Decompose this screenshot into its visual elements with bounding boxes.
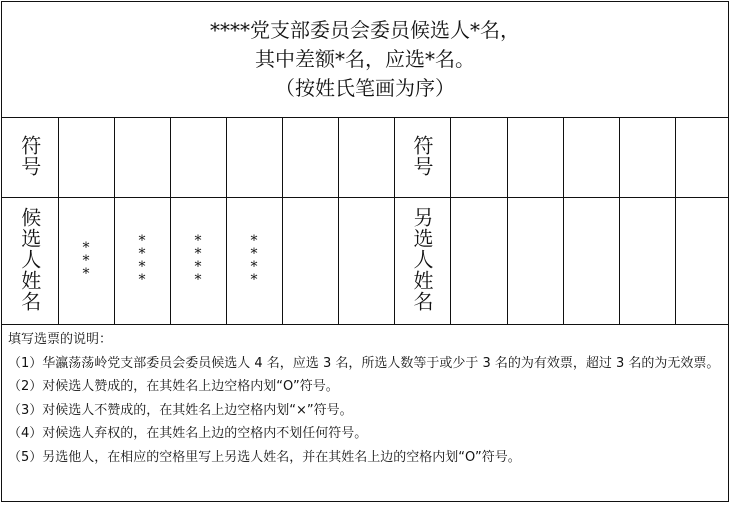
other-name-input[interactable] — [675, 198, 728, 325]
other-name-input[interactable] — [450, 198, 507, 325]
other-name-input[interactable] — [619, 198, 675, 325]
other-symbol-label-cell: 符号 — [394, 118, 450, 198]
other-vote-box[interactable] — [507, 118, 563, 198]
candidate-name: *** — [58, 198, 114, 325]
instruction-item: （2）对候选人赞成的，在其姓名上边空格内划“O”符号。 — [8, 379, 339, 394]
title-line-1: ****党支部委员会委员候选人*名， — [210, 18, 520, 42]
other-vote-box[interactable] — [563, 118, 619, 198]
candidate-name: **** — [170, 198, 226, 325]
other-name-input[interactable] — [507, 198, 563, 325]
candidate-name: **** — [114, 198, 170, 325]
vote-box[interactable] — [114, 118, 170, 198]
title-line-2: 其中差额*名，应选*名。 — [255, 47, 475, 71]
instruction-item: （4）对候选人弃权的，在其姓名上边的空格内不划任何符号。 — [8, 426, 368, 441]
ballot — [1, 1, 729, 502]
instructions — [2, 326, 728, 471]
vote-box[interactable] — [226, 118, 282, 198]
vote-box[interactable] — [170, 118, 226, 198]
vote-box[interactable] — [58, 118, 114, 198]
other-vote-box[interactable] — [450, 118, 507, 198]
other-vote-box[interactable] — [619, 118, 675, 198]
instruction-item: （1）华瀛荡荡岭党支部委员会委员候选人 4 名，应选 3 名，所选人数等于或少于 3 名的为有效票，超过 3 名的为无效票。 — [8, 355, 720, 371]
symbol-label-cell: 符号 — [2, 118, 58, 198]
instruction-item: （3）对候选人不赞成的，在其姓名上边空格内划“×”符号。 — [8, 402, 353, 418]
vote-box[interactable] — [282, 118, 338, 198]
instruction-item: （5）另选他人，在相应的空格里写上另选人姓名，并在其姓名上边的空格内划“O”符号。 — [8, 449, 521, 465]
vote-box[interactable] — [338, 118, 394, 198]
other-label-cell: 另选人姓名 — [394, 198, 450, 325]
other-name-input[interactable] — [563, 198, 619, 325]
ballot-table — [2, 117, 728, 325]
ballot-title — [2, 2, 728, 118]
name-row — [2, 198, 728, 325]
other-vote-box[interactable] — [675, 118, 728, 198]
instructions-heading: 填写选票的说明： — [8, 332, 113, 347]
candidate-name — [282, 198, 338, 325]
title-line-3: （按姓氏笔画为序） — [275, 76, 455, 100]
candidate-label-cell: 候选人姓名 — [2, 198, 58, 325]
candidate-name — [338, 198, 394, 325]
symbol-row — [2, 118, 728, 198]
candidate-name: **** — [226, 198, 282, 325]
